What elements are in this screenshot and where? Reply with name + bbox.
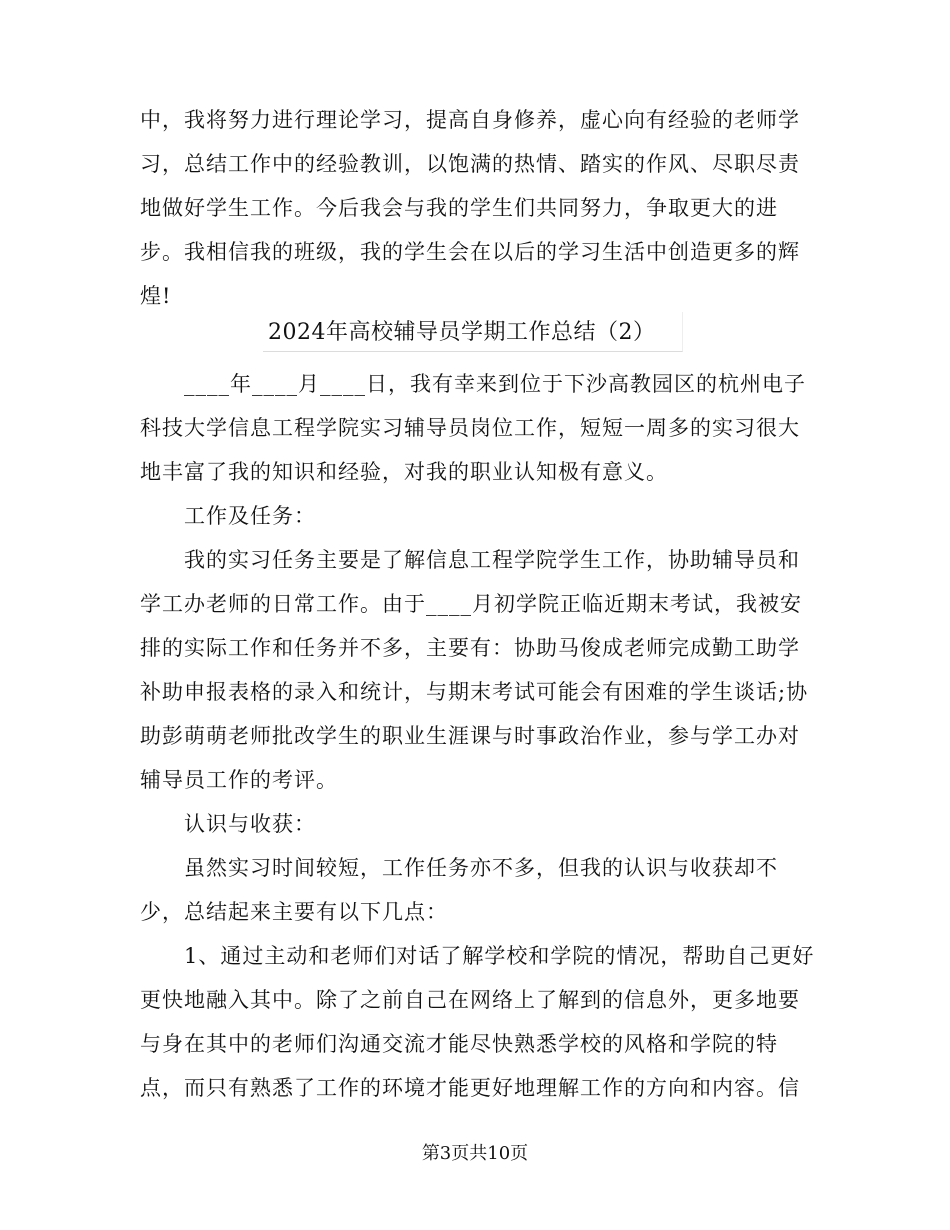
body-text-line: 地做好学生工作。今后我会与我的学生们共同努力，争取更大的进 xyxy=(140,196,778,220)
body-text-line: 步。我相信我的班级，我的学生会在以后的学习生活中创造更多的辉 xyxy=(140,240,800,264)
subheading-gains: 认识与收获： xyxy=(184,812,316,836)
body-text-line: 中，我将努力进行理论学习，提高自身修养，虚心向有经验的老师学 xyxy=(140,108,800,132)
body-text-line: 点，而只有熟悉了工作的环境才能更好地理解工作的方向和内容。信 xyxy=(140,1076,800,1100)
section-title: 2024年高校辅导员学期工作总结（2） xyxy=(268,320,656,345)
body-text-line: 科技大学信息工程学院实习辅导员岗位工作，短短一周多的实习很大 xyxy=(140,416,800,440)
body-text-line: 我的实习任务主要是了解信息工程学院学生工作，协助辅导员和 xyxy=(184,548,800,572)
body-text-line: 1、通过主动和老师们对话了解学校和学院的情况，帮助自己更好 xyxy=(184,944,815,968)
body-text-line: 煌! xyxy=(140,284,172,308)
body-text-line: 学工办老师的日常工作。由于____月初学院正临近期末考试，我被安 xyxy=(140,592,802,616)
body-text-line: 更快地融入其中。除了之前自己在网络上了解到的信息外，更多地要 xyxy=(140,988,800,1012)
body-text-line: 少，总结起来主要有以下几点： xyxy=(140,900,448,924)
body-text-line: 补助申报表格的录入和统计，与期末考试可能会有困难的学生谈话;协 xyxy=(140,680,809,704)
body-text-line: 辅导员工作的考评。 xyxy=(140,768,338,792)
body-text-line: 地丰富了我的知识和经验，对我的职业认知极有意义。 xyxy=(140,460,668,484)
body-text-line: 与身在其中的老师们沟通交流才能尽快熟悉学校的风格和学院的特 xyxy=(140,1032,778,1056)
subheading-work: 工作及任务： xyxy=(184,504,316,528)
body-text-line: 助彭萌萌老师批改学生的职业生涯课与时事政治作业，参与学工办对 xyxy=(140,724,800,748)
body-text-line: 虽然实习时间较短，工作任务亦不多，但我的认识与收获却不 xyxy=(184,856,778,880)
page-number-footer: 第3页共10页 xyxy=(421,1143,529,1164)
body-text-line: ____年____月____日，我有幸来到位于下沙高教园区的杭州电子 xyxy=(184,372,806,396)
body-text-line: 排的实际工作和任务并不多，主要有：协助马俊成老师完成勤工助学 xyxy=(140,636,800,660)
body-text-line: 习，总结工作中的经验教训，以饱满的热情、踏实的作风、尽职尽责 xyxy=(140,152,800,176)
